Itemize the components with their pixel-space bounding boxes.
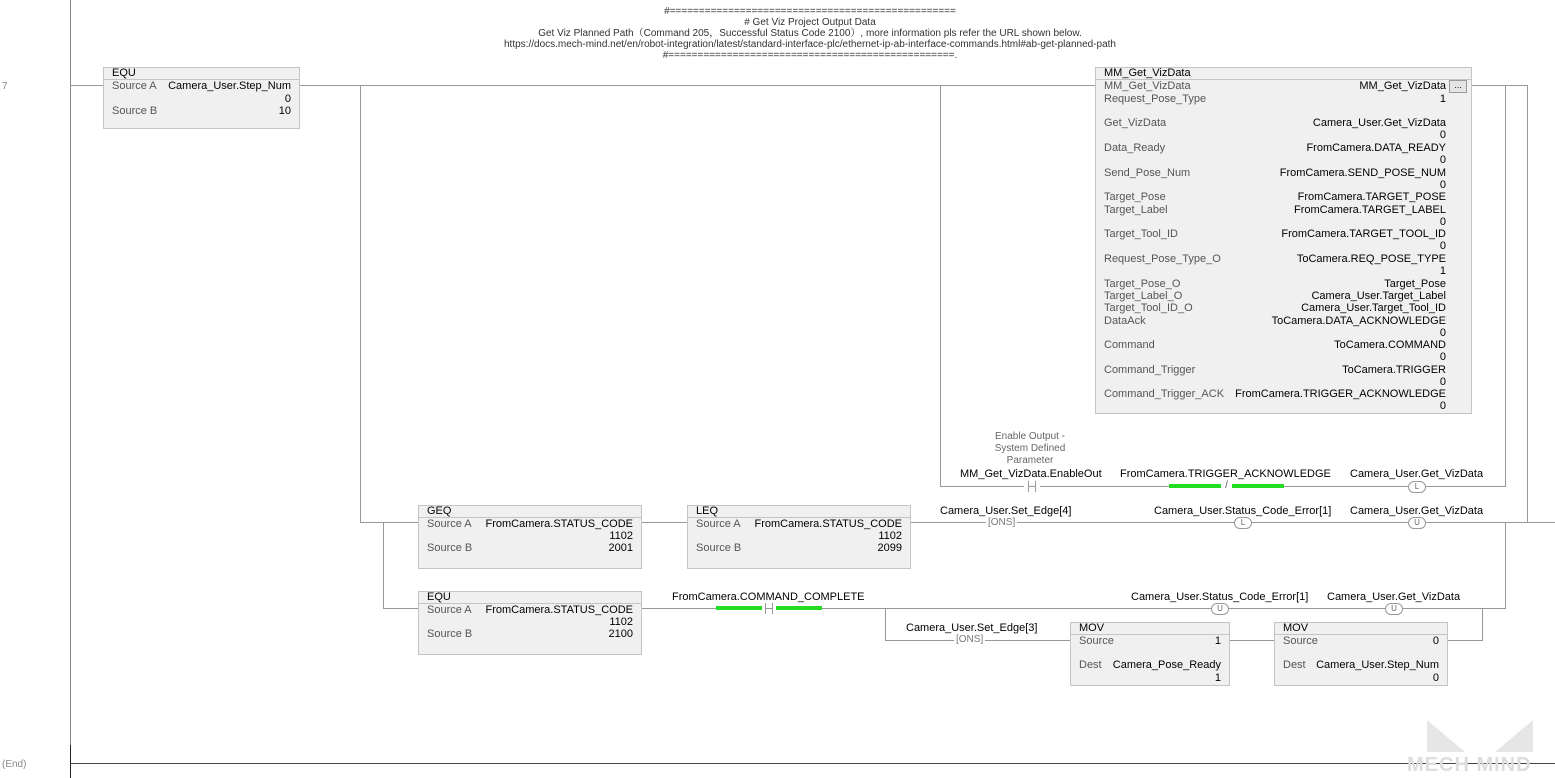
source-a-value: 1102 xyxy=(878,530,902,542)
dest-value: 0 xyxy=(1432,672,1439,684)
source-label: Source xyxy=(1283,635,1318,647)
aoi-instance-tag[interactable]: MM_Get_VizData xyxy=(1359,80,1446,92)
aoi-param-value: 0 xyxy=(1439,179,1446,191)
ons-instruction[interactable]: [ONS] xyxy=(956,634,984,645)
block-title: MOV xyxy=(1071,623,1229,635)
dest-tag[interactable]: Camera_User.Step_Num xyxy=(1316,659,1439,671)
coil-tag[interactable]: Camera_User.Get_VizData xyxy=(1350,505,1484,517)
block-title: EQU xyxy=(419,592,641,604)
aoi-param-tag[interactable]: FromCamera.TARGET_LABEL xyxy=(1293,204,1446,216)
ons-symbol: ONS xyxy=(990,517,1013,528)
enable-out-note xyxy=(950,431,1110,467)
aoi-param-label: Target_Pose xyxy=(1104,191,1166,203)
source-b-value[interactable]: 10 xyxy=(278,105,291,117)
aoi-param-value: 0 xyxy=(1439,240,1446,252)
unlatch-coil-icon[interactable]: U xyxy=(1211,603,1229,615)
aoi-param-label: Get_VizData xyxy=(1104,117,1167,129)
end-rail-mark xyxy=(70,745,71,778)
latch-coil-icon[interactable]: L xyxy=(1234,517,1252,529)
aoi-param-tag[interactable]: ToCamera.COMMAND xyxy=(1334,339,1446,351)
ons-instruction[interactable]: [ONS] xyxy=(988,517,1016,528)
equ-status-block[interactable] xyxy=(418,591,642,655)
end-rung-label: (End) xyxy=(2,759,27,770)
source-a-tag[interactable]: FromCamera.STATUS_CODE xyxy=(485,604,633,616)
aoi-param-value: 0 xyxy=(1439,400,1446,412)
source-b-value[interactable]: 2100 xyxy=(608,628,633,640)
source-a-tag[interactable]: Camera_User.Step_Num xyxy=(168,80,291,92)
energized-highlight xyxy=(776,606,822,610)
aoi-param-label: Command_Trigger_ACK xyxy=(1104,388,1225,400)
xic-contact-left[interactable] xyxy=(762,603,766,614)
source-value[interactable]: 1 xyxy=(1214,635,1221,647)
xic-contact-right xyxy=(1035,481,1040,492)
aoi-param-label: Send_Pose_Num xyxy=(1104,167,1191,179)
comment-line: #================================================= xyxy=(664,6,956,17)
ons-symbol: ONS xyxy=(958,634,981,645)
xic-contact-right[interactable] xyxy=(772,603,776,614)
aoi-param-tag[interactable]: ToCamera.TRIGGER xyxy=(1342,364,1446,376)
aoi-param-tag[interactable]: FromCamera.TARGET_POSE xyxy=(1297,191,1446,203)
source-a-tag[interactable]: FromCamera.STATUS_CODE xyxy=(485,518,633,530)
aoi-param-label: Target_Tool_ID_O xyxy=(1104,302,1193,314)
aoi-title: MM_Get_VizData xyxy=(1096,68,1471,80)
source-a-value: 1102 xyxy=(609,616,633,628)
source-value[interactable]: 0 xyxy=(1432,635,1439,647)
mech-mind-logo-icon xyxy=(1425,718,1535,754)
latch-coil-icon[interactable]: L xyxy=(1408,481,1426,493)
aoi-param-value[interactable]: 1 xyxy=(1439,93,1446,105)
aoi-param-label: Target_Label xyxy=(1104,204,1168,216)
aoi-param-tag[interactable]: Camera_User.Get_VizData xyxy=(1312,117,1446,129)
block-title: LEQ xyxy=(688,506,910,518)
aoi-param-value: 1 xyxy=(1439,265,1446,277)
source-a-value: 1102 xyxy=(609,530,633,542)
aoi-param-value: 0 xyxy=(1439,154,1446,166)
comment-line: #=================================================. xyxy=(662,50,958,61)
mov-pose-ready-block[interactable] xyxy=(1070,622,1230,686)
dest-label: Dest xyxy=(1079,659,1102,671)
source-label: Source xyxy=(1079,635,1114,647)
aoi-param-label: Target_Label_O xyxy=(1104,290,1183,302)
aoi-properties-button[interactable]: ... xyxy=(1449,80,1467,93)
aoi-param-value: 0 xyxy=(1439,351,1446,363)
ons-edge4-tag[interactable]: Camera_User.Set_Edge[4] xyxy=(940,505,1072,517)
coil-tag[interactable]: Camera_User.Get_VizData xyxy=(1350,468,1484,480)
unlatch-coil-icon[interactable]: U xyxy=(1385,603,1403,615)
aoi-instance-label: MM_Get_VizData xyxy=(1104,80,1191,92)
dest-value: 1 xyxy=(1214,672,1221,684)
aoi-param-tag[interactable]: Camera_User.Target_Tool_ID xyxy=(1301,302,1446,314)
watermark-logo: MECH MIND xyxy=(1407,754,1532,776)
comment-line: Get Viz Planned Path（Command 205，Successful Status Code 2100）, more information pls refer the URL shown below. xyxy=(538,28,1082,39)
aoi-param-tag[interactable]: FromCamera.TARGET_TOOL_ID xyxy=(1281,228,1446,240)
note-line: Parameter xyxy=(1006,455,1054,466)
xic-contact-left xyxy=(1024,481,1029,492)
aoi-param-label: Data_Ready xyxy=(1104,142,1166,154)
aoi-param-label: Target_Pose_O xyxy=(1104,278,1181,290)
mov-step-num-block[interactable] xyxy=(1274,622,1448,686)
aoi-param-tag[interactable]: FromCamera.TRIGGER_ACKNOWLEDGE xyxy=(1235,388,1446,400)
comment-line: # Get Viz Project Output Data xyxy=(744,17,876,28)
equ-step-num-block[interactable] xyxy=(103,67,300,129)
trigger-ack-tag[interactable]: FromCamera.TRIGGER_ACKNOWLEDGE xyxy=(1120,468,1331,480)
source-b-value[interactable]: 2001 xyxy=(608,542,633,554)
coil-tag[interactable]: Camera_User.Get_VizData xyxy=(1327,591,1461,603)
source-b-label: Source B xyxy=(696,542,742,554)
rung-number: 7 xyxy=(2,81,8,92)
source-b-label: Source B xyxy=(427,628,473,640)
end-rung-line xyxy=(70,763,1555,764)
enable-out-tag[interactable]: MM_Get_VizData.EnableOut xyxy=(960,468,1102,480)
aoi-param-label: DataAck xyxy=(1104,315,1146,327)
aoi-param-value: 0 xyxy=(1439,216,1446,228)
left-power-rail xyxy=(70,0,71,778)
aoi-param-tag[interactable]: FromCamera.DATA_READY xyxy=(1306,142,1446,154)
aoi-param-value: 0 xyxy=(1439,376,1446,388)
aoi-param-value: 0 xyxy=(1439,129,1446,141)
aoi-param-tag[interactable]: Camera_User.Target_Label xyxy=(1311,290,1446,302)
block-title: EQU xyxy=(104,68,299,80)
block-title: GEQ xyxy=(419,506,641,518)
source-a-label: Source A xyxy=(112,80,157,92)
aoi-param-tag[interactable]: ToCamera.REQ_POSE_TYPE xyxy=(1296,253,1446,265)
note-line: Enable Output - xyxy=(994,431,1066,442)
source-b-value[interactable]: 2099 xyxy=(877,542,902,554)
comment-line: https://docs.mech-mind.net/en/robot-integration/latest/standard-interface-plc/ethernet-ip-ab-interface-commands.html#ab-get-planned-path xyxy=(504,39,1116,50)
source-a-label: Source A xyxy=(427,518,472,530)
aoi-param-label: Request_Pose_Type xyxy=(1104,93,1207,105)
status-error-tag[interactable]: Camera_User.Status_Code_Error[1] xyxy=(1131,591,1309,603)
source-b-label: Source B xyxy=(427,542,473,554)
aoi-param-tag[interactable]: ToCamera.DATA_ACKNOWLEDGE xyxy=(1271,315,1446,327)
aoi-param-value: 0 xyxy=(1439,327,1446,339)
dest-label: Dest xyxy=(1283,659,1306,671)
aoi-param-label: Command xyxy=(1104,339,1155,351)
aoi-param-label: Request_Pose_Type_O xyxy=(1104,253,1221,265)
source-a-value: 0 xyxy=(284,93,291,105)
aoi-param-tag[interactable]: Target_Pose xyxy=(1384,278,1446,290)
energized-highlight xyxy=(716,606,762,610)
status-error-tag[interactable]: Camera_User.Status_Code_Error[1] xyxy=(1154,505,1332,517)
aoi-param-tag[interactable]: FromCamera.SEND_POSE_NUM xyxy=(1279,167,1446,179)
source-a-label: Source A xyxy=(696,518,741,530)
aoi-param-label: Command_Trigger xyxy=(1104,364,1196,376)
rung-comment xyxy=(400,6,1220,61)
source-b-label: Source B xyxy=(112,105,158,117)
source-a-label: Source A xyxy=(427,604,472,616)
unlatch-coil-icon[interactable]: U xyxy=(1408,517,1426,529)
source-a-tag[interactable]: FromCamera.STATUS_CODE xyxy=(754,518,902,530)
dest-tag[interactable]: Camera_Pose_Ready xyxy=(1112,659,1221,671)
block-title: MOV xyxy=(1275,623,1447,635)
command-complete-tag[interactable]: FromCamera.COMMAND_COMPLETE xyxy=(672,591,865,603)
aoi-get-vizdata-block[interactable] xyxy=(1095,67,1472,414)
energized-highlight xyxy=(1232,484,1284,488)
geq-block[interactable] xyxy=(418,505,642,569)
aoi-param-label: Target_Tool_ID xyxy=(1104,228,1178,240)
leq-block[interactable] xyxy=(687,505,911,569)
note-line: System Defined xyxy=(994,443,1066,454)
ons-edge3-tag[interactable]: Camera_User.Set_Edge[3] xyxy=(906,622,1038,634)
xio-contact[interactable]: / xyxy=(1221,480,1232,492)
energized-highlight xyxy=(1169,484,1221,488)
